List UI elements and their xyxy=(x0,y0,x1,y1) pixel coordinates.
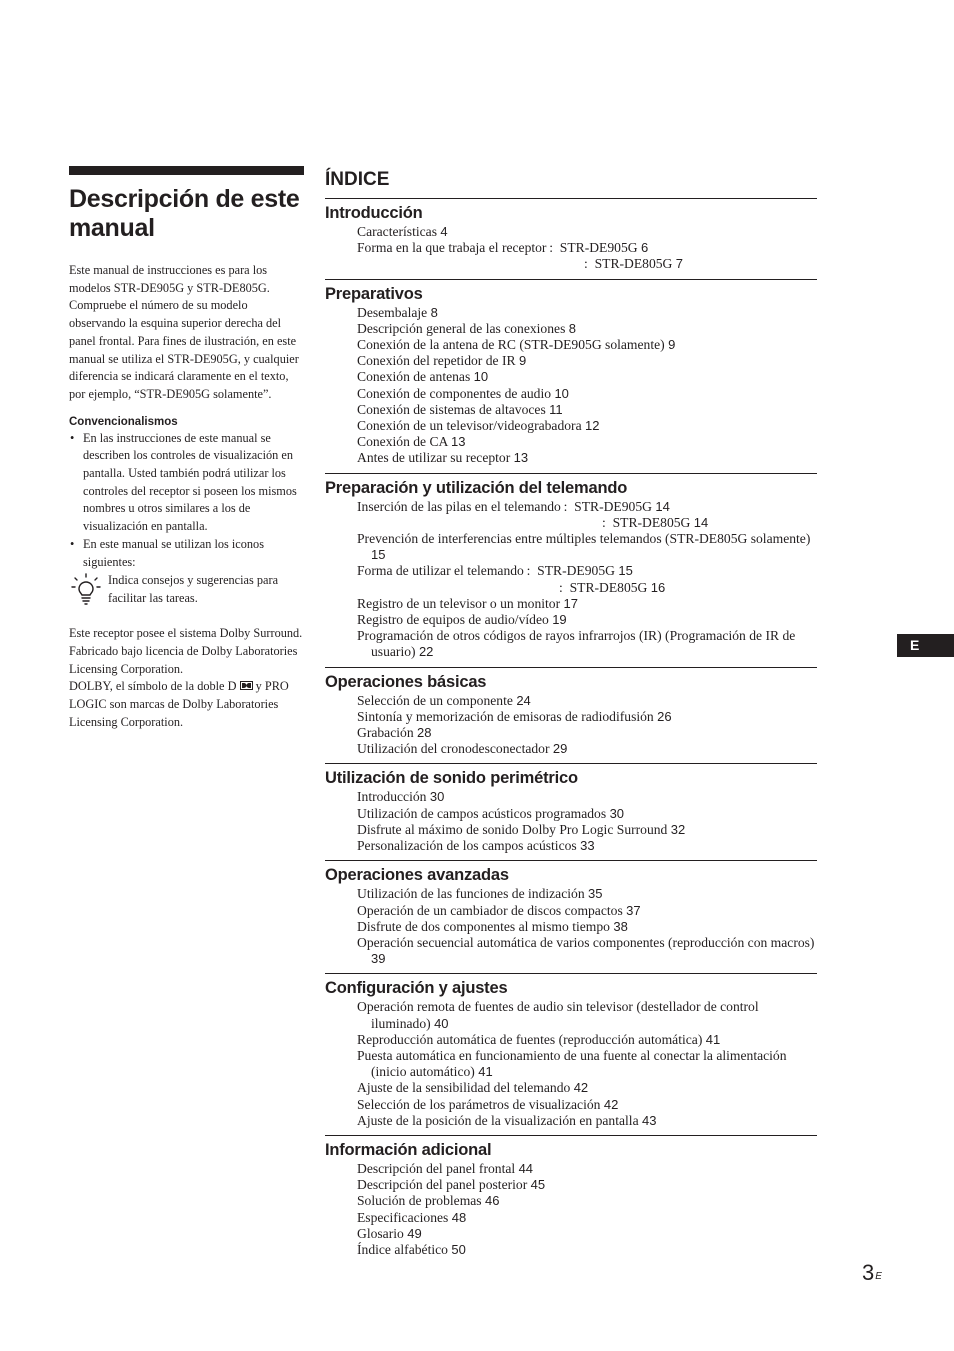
toc-entry[interactable]: Reproducción automática de fuentes (reproducción automática) 41 xyxy=(357,1031,721,1047)
toc-section-telemando xyxy=(325,473,817,667)
toc-entry[interactable]: Prevención de interferencias entre múltiples telemandos (STR-DE805G solamente) 15 xyxy=(357,531,811,563)
toc-entry[interactable]: Conexión de CA 13 xyxy=(357,434,466,450)
toc-entry[interactable]: Conexión de un televisor/videograbadora 12 xyxy=(357,418,600,434)
toc-section-configuracion xyxy=(325,973,817,1135)
toc-entry[interactable]: Forma de utilizar el telemando : STR-DE905G 15 xyxy=(357,563,633,579)
dolby-paragraph: Este receptor posee el sistema Dolby Surround. Fabricado bajo licencia de Dolby Laboratories Licensing Corporation. DOLBY, el símbolo de la doble D y PRO LOGIC son marcas de Dolby Laboratories Licensing Corporation. xyxy=(69,626,303,729)
tip-text: Indica consejos y sugerencias para facilitar las tareas. xyxy=(108,573,279,605)
toc-entry[interactable]: Glosario 49 xyxy=(357,1225,422,1241)
toc-entry[interactable]: Conexión del repetidor de IR 9 xyxy=(357,353,527,369)
toc-entry[interactable]: Antes de utilizar su receptor 13 xyxy=(357,450,529,466)
toc-entry[interactable]: Registro de equipos de audio/vídeo 19 xyxy=(357,612,567,628)
toc-entry[interactable]: : STR-DE805G 7 xyxy=(584,256,684,272)
toc-section-preparativos xyxy=(325,279,817,473)
toc-entry[interactable]: Forma en la que trabaja el receptor : STR-DE905G 6 xyxy=(357,240,649,256)
toc-entry[interactable]: : STR-DE805G 14 xyxy=(602,514,709,530)
section-title: Introducción xyxy=(325,204,423,222)
toc-entry[interactable]: Inserción de las pilas en el telemando : STR-DE905G 14 xyxy=(357,498,670,514)
language-tab: E xyxy=(897,634,954,657)
toc-entry[interactable]: Operación remota de fuentes de audio sin televisor (destellador de control iluminado) 40 xyxy=(357,999,759,1031)
toc-entry[interactable]: Disfrute al máximo de sonido Dolby Pro Logic Surround 32 xyxy=(357,821,686,837)
toc-entry[interactable]: Especificaciones 48 xyxy=(357,1209,467,1225)
page-title: Descripción de este manual xyxy=(69,185,300,242)
toc-entry[interactable]: Conexión de antenas 10 xyxy=(357,369,489,385)
toc-section-avanzadas xyxy=(325,860,817,973)
toc-entry[interactable]: : STR-DE805G 16 xyxy=(559,579,666,595)
toc-section-adicional xyxy=(325,1135,817,1264)
toc-entry[interactable]: Disfrute de dos componentes al mismo tiempo 38 xyxy=(357,918,628,934)
toc-section-perimetrico xyxy=(325,763,817,860)
toc-entry[interactable]: Puesta automática en funcionamiento de una fuente al conectar la alimentación (inicio automático) 41 xyxy=(357,1047,787,1080)
toc-entry[interactable]: Utilización de campos acústicos programados 30 xyxy=(357,805,625,821)
toc-section-basicas xyxy=(325,667,817,764)
toc-entry[interactable]: Desembalaje 8 xyxy=(357,304,438,320)
toc-entry[interactable]: Utilización del cronodesconectador 29 xyxy=(357,741,568,757)
section-title: Preparativos xyxy=(325,284,423,303)
left-column xyxy=(69,166,304,731)
section-title: Operaciones básicas xyxy=(325,672,487,691)
toc-section-introduccion xyxy=(325,198,817,279)
toc-entry[interactable]: Utilización de las funciones de indización 35 xyxy=(357,886,603,902)
section-title: Configuración y ajustes xyxy=(325,979,508,998)
toc-entry[interactable]: Programación de otros códigos de rayos infrarrojos (IR) (Programación de IR de usuario) 22 xyxy=(357,628,796,660)
tip-legend xyxy=(69,572,304,608)
conventions-list xyxy=(69,430,304,572)
toc-entry[interactable]: Conexión de componentes de audio 10 xyxy=(357,385,569,401)
toc-entry[interactable]: Características 4 xyxy=(357,224,448,239)
toc-entry[interactable]: Introducción 30 xyxy=(357,789,445,805)
toc-entry[interactable]: Grabación 28 xyxy=(357,725,432,741)
toc-entry[interactable]: Descripción del panel frontal 44 xyxy=(357,1160,534,1176)
list-item: • En las instrucciones de este manual se describen los controles de visualización en pantalla. Usted también podrá utilizar los controles del receptor si poseen los mismos nombres u otros similares a los de visualización en pantalla. xyxy=(70,430,297,534)
toc-entry[interactable]: Selección de un componente 24 xyxy=(357,692,531,708)
toc-entry[interactable]: Conexión de la antena de RC (STR-DE905G solamente) 9 xyxy=(357,337,676,353)
section-title: Información adicional xyxy=(325,1140,492,1159)
lightbulb-tip-icon xyxy=(69,572,103,608)
dolby-double-d-icon xyxy=(240,678,253,687)
toc-entry[interactable]: Descripción general de las conexiones 8 xyxy=(357,320,576,336)
section-title: Preparación y utilización del telemando xyxy=(325,478,628,497)
toc-entry[interactable]: Sintonía y memorización de emisoras de radiodifusión 26 xyxy=(357,708,672,724)
toc-entry[interactable]: Registro de un televisor o un monitor 17 xyxy=(357,595,578,611)
toc-entry[interactable]: Personalización de los campos acústicos 33 xyxy=(357,838,595,854)
title-rule xyxy=(69,166,304,175)
toc-entry[interactable]: Descripción del panel posterior 45 xyxy=(357,1177,546,1193)
list-item: • En este manual se utilizan los iconos siguientes: xyxy=(70,536,264,569)
toc-entry[interactable]: Operación secuencial automática de varios componentes (reproducción con macros) 39 xyxy=(357,934,815,967)
toc-entry[interactable]: Selección de los parámetros de visualización 42 xyxy=(357,1096,619,1112)
page-number: $3^E$ xyxy=(862,1260,882,1285)
toc-entry[interactable]: Solución de problemas 46 xyxy=(357,1193,500,1209)
section-title: Operaciones avanzadas xyxy=(325,866,509,885)
toc-entry[interactable]: Ajuste de la posición de la visualización en pantalla 43 xyxy=(357,1112,657,1128)
section-title: Utilización de sonido perimétrico xyxy=(325,769,578,788)
toc-entry[interactable]: Operación de un cambiador de discos compactos 37 xyxy=(357,902,641,918)
conventions-heading: Convencionalismos xyxy=(69,415,178,428)
toc-entry[interactable]: Ajuste de la sensibilidad del telemando 42 xyxy=(357,1080,589,1096)
toc-entry[interactable]: Índice alfabético 50 xyxy=(357,1241,466,1257)
toc-heading: ÍNDICE xyxy=(325,169,390,190)
toc-entry[interactable]: Conexión de sistemas de altavoces 11 xyxy=(357,401,563,417)
table-of-contents xyxy=(325,168,817,1264)
intro-paragraph: Este manual de instrucciones es para los modelos STR-DE905G y STR-DE805G. Compruebe el número de su modelo observando la esquina superior derecha del panel frontal. Para fines de ilustración, en este manual se utiliza el STR-DE905G, y cualquier diferencia se indicará claramente en el texto, por ejemplo, “STR-DE905G solamente”. xyxy=(69,263,299,401)
